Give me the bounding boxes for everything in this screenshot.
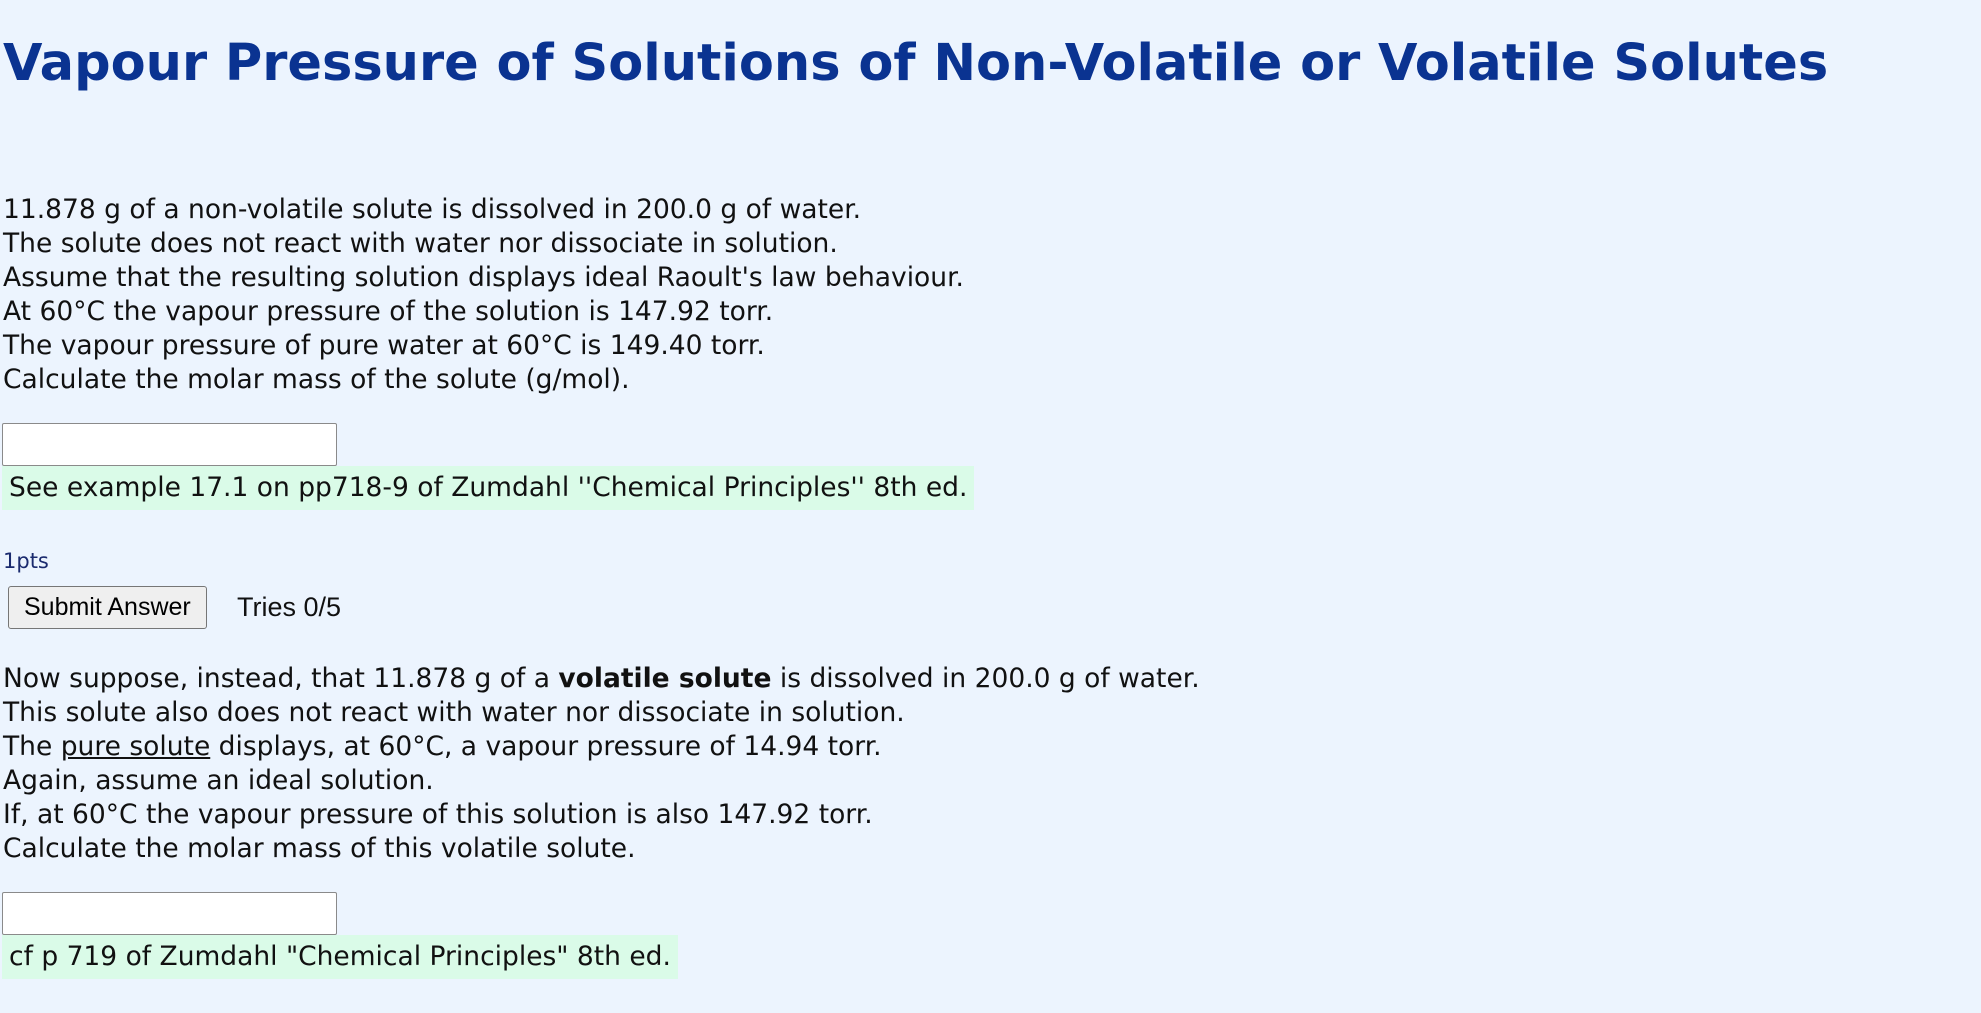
answer-2-input[interactable] <box>2 892 337 935</box>
question-2-line-1-post: is dissolved in 200.0 g of water. <box>771 663 1200 694</box>
question-2-line <box>3 730 1200 764</box>
question-2-hint: cf p 719 of Zumdahl "Chemical Principles" 8th ed. <box>2 935 678 979</box>
answer-1-input[interactable] <box>2 423 337 466</box>
question-2-line: If, at 60°C the vapour pressure of this solution is also 147.92 torr. <box>3 799 873 830</box>
question-2-text <box>3 662 1200 866</box>
question-2-line-1-pre: Now suppose, instead, that 11.878 g of a <box>3 663 559 694</box>
question-1-line: At 60°C the vapour pressure of the solution is 147.92 torr. <box>3 296 774 327</box>
question-2-line: Calculate the molar mass of this volatile solute. <box>3 833 636 864</box>
question-2-line-3-post: displays, at 60°C, a vapour pressure of 14.94 torr. <box>210 731 882 762</box>
question-1-line: 11.878 g of a non-volatile solute is dissolved in 200.0 g of water. <box>3 194 862 225</box>
question-2-line-3-pre: The <box>3 731 61 762</box>
question-2-line: This solute also does not react with water nor dissociate in solution. <box>3 697 905 728</box>
page-title: Vapour Pressure of Solutions of Non-Volatile or Volatile Solutes <box>3 34 1829 93</box>
question-2-line: Again, assume an ideal solution. <box>3 765 434 796</box>
question-1-line: The vapour pressure of pure water at 60°C is 149.40 torr. <box>3 330 765 361</box>
question-1-hint: See example 17.1 on pp718-9 of Zumdahl ''Chemical Principles'' 8th ed. <box>2 466 974 510</box>
volatile-solute-emphasis: volatile solute <box>558 663 772 694</box>
question-1-line: The solute does not react with water nor dissociate in solution. <box>3 228 838 259</box>
question-1-text <box>3 193 964 397</box>
submit-answer-button[interactable]: Submit Answer <box>8 586 207 629</box>
question-1-line: Assume that the resulting solution displays ideal Raoult's law behaviour. <box>3 262 964 293</box>
points-label: 1pts <box>3 549 49 573</box>
question-2-line <box>3 662 1200 696</box>
pure-solute-underlined: pure solute <box>60 731 211 762</box>
question-1-line: Calculate the molar mass of the solute (g/mol). <box>3 364 630 395</box>
tries-counter: Tries 0/5 <box>237 592 342 622</box>
